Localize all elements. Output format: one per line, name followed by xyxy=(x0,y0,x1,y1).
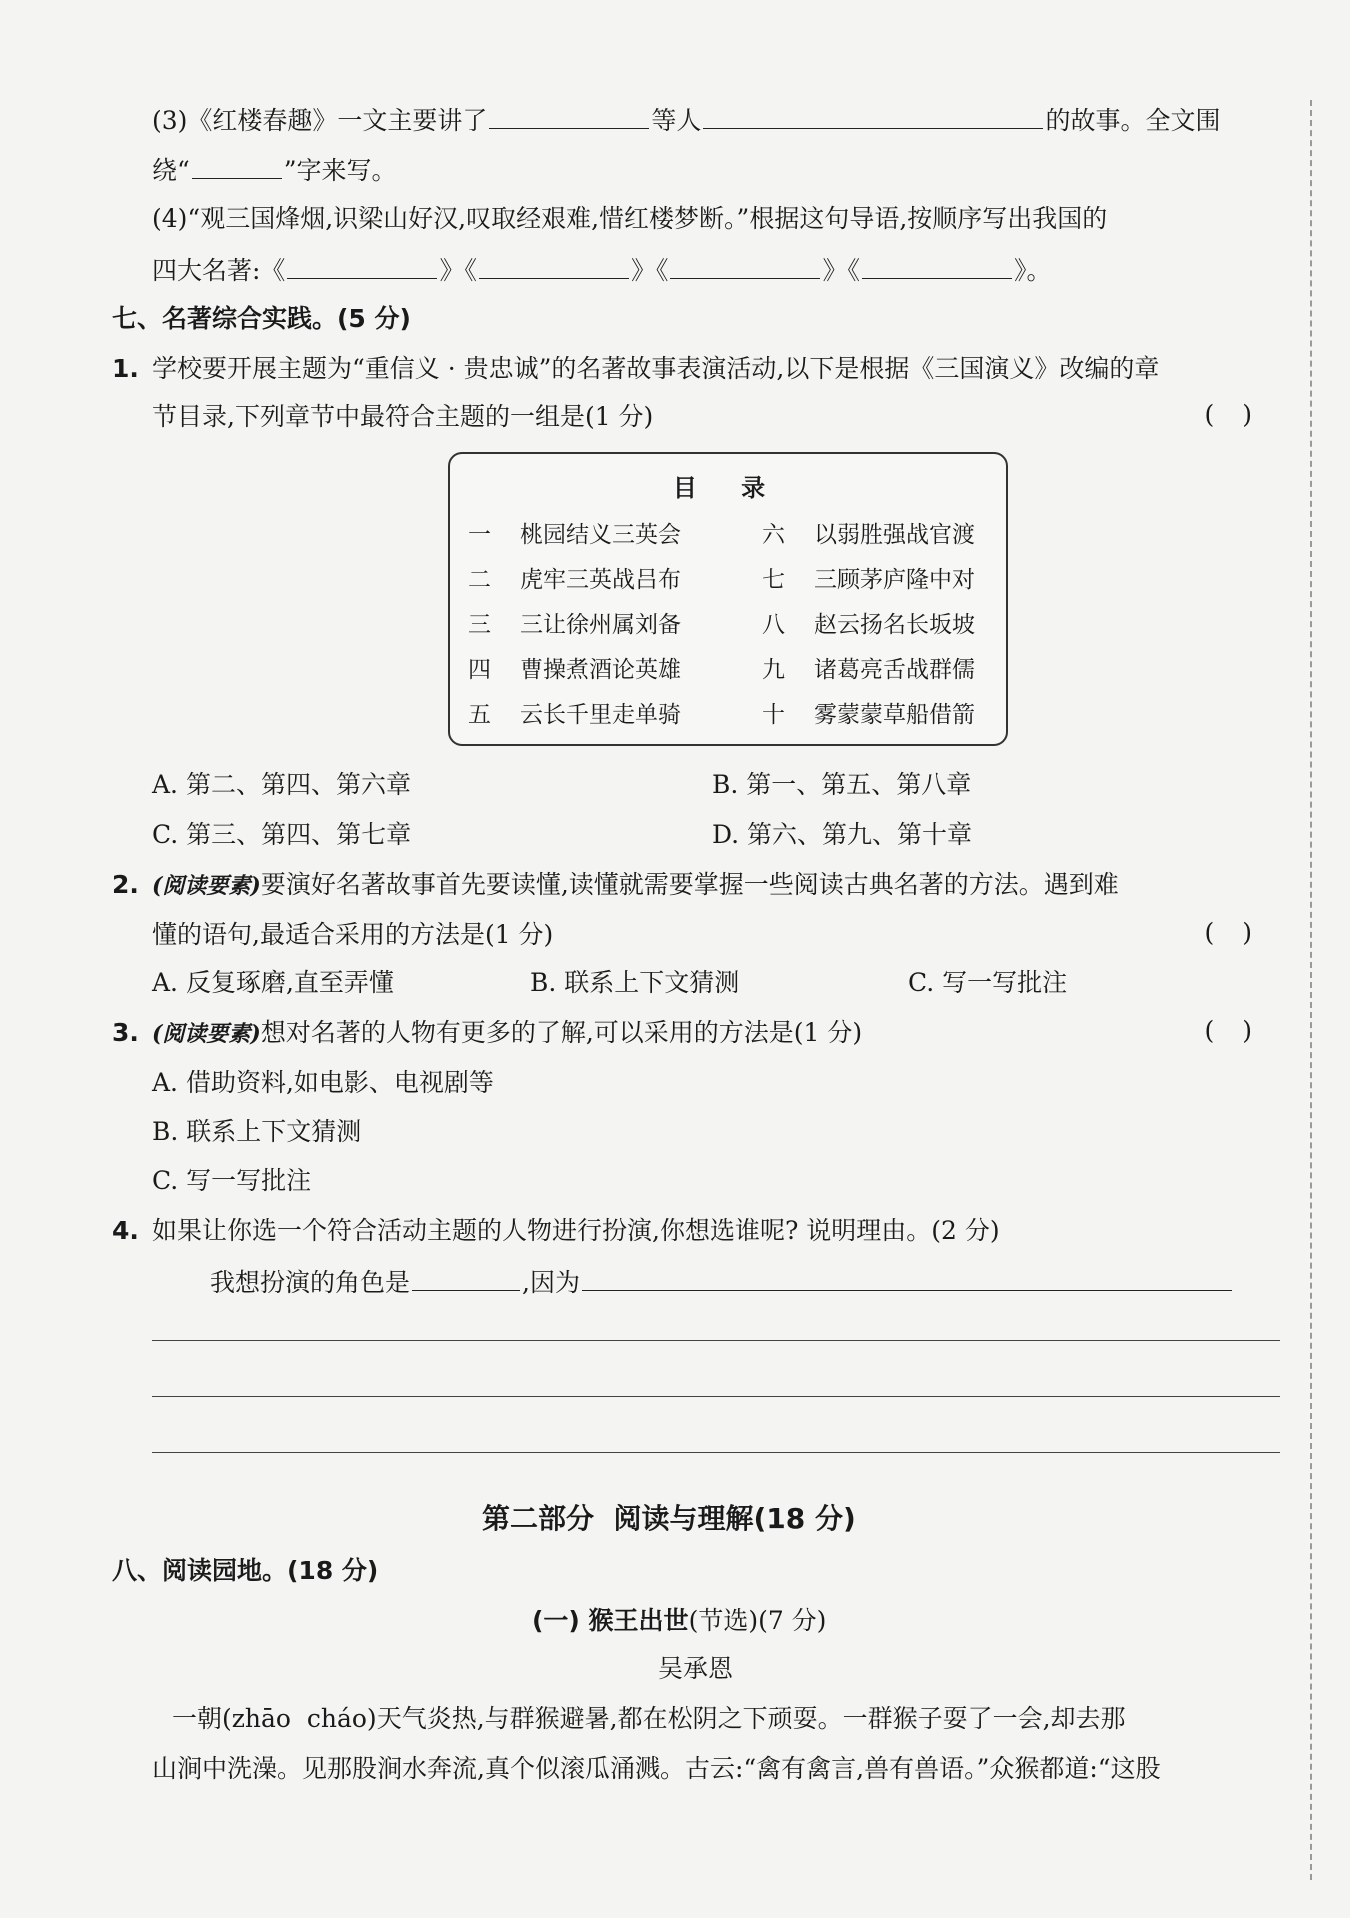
toc-item: 十 雾蒙蒙草船借箭 xyxy=(762,702,975,728)
section7-title: 七、名著综合实践。(5 分) xyxy=(112,304,411,333)
toc-item: 三 三让徐州属刘备 xyxy=(468,612,681,638)
q2-text-line2: 懂的语句,最适合采用的方法是(1 分) xyxy=(152,920,554,949)
q1-answer-paren[interactable]: () xyxy=(1204,400,1280,429)
q3-number: 3. xyxy=(112,1018,139,1047)
q2-answer-paren[interactable]: () xyxy=(1204,918,1280,947)
q2-option-b[interactable]: B. 联系上下文猜测 xyxy=(530,968,740,997)
cut-line xyxy=(1310,100,1312,1880)
toc-item: 九 诸葛亮舌战群儒 xyxy=(762,657,975,683)
toc-item: 七 三顾茅庐隆中对 xyxy=(762,567,975,593)
q6-item3-line1: (3)《红楼春趣》一文主要讲了 等人 的故事。全文围 xyxy=(152,102,1220,138)
q2-number: 2. xyxy=(112,870,139,899)
reading-tag: (阅读要素) xyxy=(152,1021,261,1047)
q1-option-b[interactable]: B. 第一、第五、第八章 xyxy=(712,770,972,799)
q6-item4-line2: 四大名著:《 》《 》《 》《 》。 xyxy=(152,252,1052,288)
q1-text-line1: 学校要开展主题为“重信义 · 贵忠诚”的名著故事表演活动,以下是根据《三国演义》改编的章 xyxy=(152,354,1160,383)
section8-title: 八、阅读园地。(18 分) xyxy=(112,1556,379,1585)
reading-tag: (阅读要素) xyxy=(152,873,261,899)
toc-item: 六 以弱胜强战官渡 xyxy=(762,522,975,548)
q1-option-d[interactable]: D. 第六、第九、第十章 xyxy=(712,820,973,849)
toc-item: 二 虎牢三英战吕布 xyxy=(468,567,681,593)
reason-blank[interactable] xyxy=(582,1264,1232,1291)
toc-item: 五 云长千里走单骑 xyxy=(468,702,681,728)
q3-option-b[interactable]: B. 联系上下文猜测 xyxy=(152,1117,362,1146)
q4-answer-line: 我想扮演的角色是 ,因为 xyxy=(210,1264,1234,1300)
q1-option-c[interactable]: C. 第三、第四、第七章 xyxy=(152,820,412,849)
toc-item: 四 曹操煮酒论英雄 xyxy=(468,657,681,683)
role-blank[interactable] xyxy=(412,1264,520,1291)
answer-blank[interactable] xyxy=(670,252,820,279)
answer-blank[interactable] xyxy=(192,152,282,179)
q3-option-c[interactable]: C. 写一写批注 xyxy=(152,1166,312,1195)
answer-writing-line[interactable] xyxy=(152,1340,1280,1341)
passage-paragraph-line1: 一朝(zhāo cháo)天气炎热,与群猴避暑,都在松阴之下顽耍。一群猴子耍了一会,却去那 xyxy=(172,1704,1126,1733)
answer-blank[interactable] xyxy=(287,252,437,279)
q1-text-line2: 节目录,下列章节中最符合主题的一组是(1 分) xyxy=(152,402,654,431)
q1-option-a[interactable]: A. 第二、第四、第六章 xyxy=(152,770,411,799)
toc-item: 八 赵云扬名长坂坡 xyxy=(762,612,975,638)
answer-writing-line[interactable] xyxy=(152,1452,1280,1453)
q6-item3-line2: 绕“ ”字来写。 xyxy=(152,152,397,188)
q4-text-line1: 如果让你选一个符合活动主题的人物进行扮演,你想选谁呢? 说明理由。(2 分) xyxy=(152,1216,1000,1245)
q3-text-line1: (阅读要素)想对名著的人物有更多的了解,可以采用的方法是(1 分) xyxy=(152,1018,863,1047)
answer-blank[interactable] xyxy=(489,102,649,129)
q2-option-a[interactable]: A. 反复琢磨,直至弄懂 xyxy=(152,968,394,997)
passage-author: 吴承恩 xyxy=(658,1654,734,1683)
q2-option-c[interactable]: C. 写一写批注 xyxy=(908,968,1068,997)
answer-blank[interactable] xyxy=(703,102,1043,129)
toc-item: 一 桃园结义三英会 xyxy=(468,522,681,548)
q1-number: 1. xyxy=(112,354,139,383)
answer-writing-line[interactable] xyxy=(152,1396,1280,1397)
q3-option-a[interactable]: A. 借助资料,如电影、电视剧等 xyxy=(152,1068,494,1097)
passage-paragraph-line2: 山涧中洗澡。见那股涧水奔流,真个似滚瓜涌溅。古云:“禽有禽言,兽有兽语。”众猴都道:“这股 xyxy=(152,1754,1161,1783)
part2-title: 第二部分 阅读与理解(18 分) xyxy=(482,1502,856,1535)
passage-title: (一) 猴王出世(节选)(7 分) xyxy=(532,1606,827,1635)
q4-number: 4. xyxy=(112,1216,139,1245)
q6-item4-line1: (4)“观三国烽烟,识梁山好汉,叹取经艰难,惜红楼梦断。”根据这句导语,按顺序写出我国的 xyxy=(152,204,1108,233)
q3-answer-paren[interactable]: () xyxy=(1204,1016,1280,1045)
toc-title: 目 录 xyxy=(672,474,784,502)
answer-blank[interactable] xyxy=(479,252,629,279)
answer-blank[interactable] xyxy=(862,252,1012,279)
q2-text-line1: (阅读要素)要演好名著故事首先要读懂,读懂就需要掌握一些阅读古典名著的方法。遇到难 xyxy=(152,870,1119,899)
table-of-contents xyxy=(448,452,1008,746)
